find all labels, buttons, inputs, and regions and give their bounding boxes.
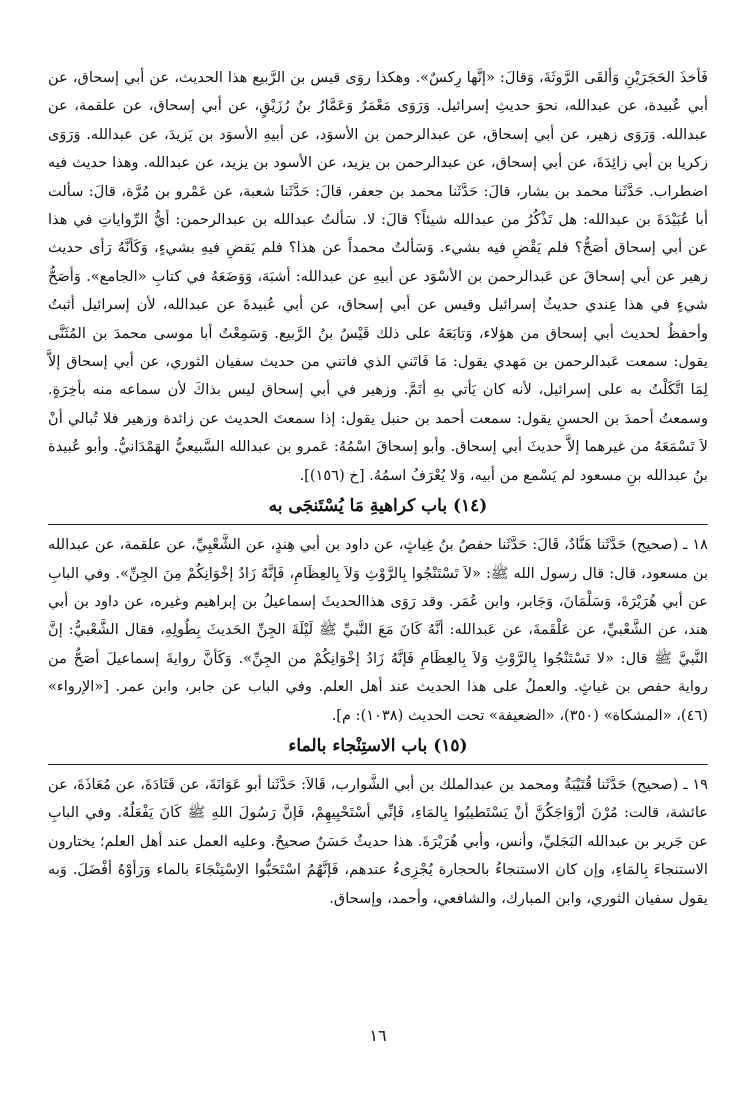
heading-underline: [48, 764, 708, 765]
paragraph-hadith-continuation: فَأخذَ الحَجَرَيْنِ وَألقَى الرَّوثَةَ، وَقالَ: «إنَّها رِكسٌ». وهكذا روَى قيس بن الرَّبيع هذا الحديث، عن أبي إسحاق، عن أبي عُبيدة، عن عبدالله، نحوَ حديثِ إسرائيل. وَرَوَى مَعْمَرٌ وَعَمَّارُ بنُ رُزَيْقٍ، عن أبي إسحاق، عن علقمة، عن عبدالله. وَرَوَى زهير، عن أبي إسحاق، عن عبدالرحمن بن الأسوَد، عن أبيهِ الأسوَد بن يَزيدَ، عن عبدالله. وَرَوَى زكريا بن أبي زائِدَةَ، عن أبي إسحاق، عن عبدالرحمن بن يزيد، عن الأسود بن يزيد، عن عبدالله. وهذا حديث فيه اضطراب. حَدَّثَنا محمد بن بشار، قالَ: حَدَّثَنا محمد بن جعفر، قالَ: حَدَّثَنا شعبة، عن عَمْرو بن مُرَّة، قالَ: سألت أبا عُبَيْدَةَ بن عبدالله: هل تَذْكُرُ من عبدالله شيئاً؟ قالَ: لا. سَألتُ عبدالله بن عبدالرحمن: أيُّ الرِّواياتِ في هذا عن أبي إسحاق أصَحُّ؟ فلم يَقْضِ فيه بشيء. وَسَألتُ محمداً عن هذا؟ فلم يَقضِ فيهِ بشيءٍ، وَكَأنَّهُ رَأى حديث زهير عن أبي إسحاقَ عن عَبدالرحمن بن الأسْوَد عن أبيهِ عن عبدالله: أشبَهَ، وَوَضَعَهُ في كتابِ «الجامع». وَأصَحُّ شيءٍ في هذا عِندي حديثُ إسرائيل وقيس عن أبي إسحاق، عن أبي عُبيدةَ عن عبدالله، لأن إسرائيل أثبتُ وأحفظُ لحديث أبي إسحاق من هؤلاء، وَتابَعَهُ على ذلك قَيْسُ بنُ الرَّبيع. وَسَمِعْتُ أبا موسى محمدَ بن المُثَنَّى يقول: سمعت عَبدالرحمن بن مَهدي يقول: مَا فَاتَني الذي فاتني من حديث سفيان الثوري، عن أبي إسحاق إلاَّ لِمَا اتَّكَلْتُ به على إسرائيل، لأنه كان يَأتي بهِ أتَمَّ. وزهير في أبي إسحاق ليس بذاكَ لأن سماعه منه بأخِرَةٍ. وسمعتُ أحمدَ بن الحسنِ يقول: سمعت أحمد بن حنبل يقول: إذا سمعتَ الحديث عن زائدة وزهير فلا تُبالي أنْ لاَ تَسْمَعَهُ من غيرهما إلاَّ حديثَ أبي إسحاق. وأبو إسحاقَ اسْمُهُ: عَمرو بن عبدالله السَّبيعيُّ الهَمْدَانيُّ. وأبو عُبيدة بنُ عبدالله بنِ مسعود لم يَسْمع من أبيه، وَلا يُعْرَفُ اسمُهُ. [خ (١٥٦)].: [48, 69, 708, 484]
paragraph-hadith-18: ١٨ ـ (صحيح) حَدَّثَنا هَنَّادٌ، قَالَ: حَدَّثَنا حفصُ بنُ غِياثٍ، عن داود بن أبي هِندٍ، عن الشَّعْبِيِّ، عن علقمة، عن عبدالله بن مسعود، قال: قال رسول الله ﷺ: «لاَ تَسْتَنْجُوا بِالرَّوْثِ وَلاَ بِالعِظَامِ، فَإنَّهُ زَادُ إخْوَانِكُمْ مِنَ الجِنِّ». وفي البابِ عن أبي هُرَيْرَةَ، وَسَلْمَانَ، وَجَابر، وابن عُمَر. وقد رَوَى هذاالحديثَ إسماعيلُ بن إبراهيم وغيره، عن داود بن أبي هند، عن الشَّعْبيِّ، عن عَلْقَمةَ، عن عَبدالله: أنَّهُ كَانَ مَعَ النَّبيِّ ﷺ لَيْلَةَ الجِنِّ الحَديثَ بِطُولِهِ، فقال الشَّعْبيُّ: إنَّ النَّبيَّ ﷺ قال: «لا تَسْتَنْجُوا بِالرَّوْثِ وَلاَ بِالعِظَامِ فَإنَّهُ زَادُ إخْوَانِكُمْ من الجِنِّ». وَكَأنَّ روايةَ إسماعيلَ أصَحُّ من رواية حفص بن غياثٍ. والعملُ على هذا الحديث عند أهل العلم. وفي الباب عن جابر، وابن عمر. [«الإرواء» (٤٦)، «المشكاة» (٣٥٠)، «الضعيفة» تحت الحديث (١٠٣٨): م].: [48, 536, 708, 724]
paragraph-hadith-19: ١٩ ـ (صحيح) حَدَّثَنا قُتَيْبَةُ ومحمد بن عبدالملك بن أبي الشَّوارب، قَالاَ: حَدَّثَنا أبو عَوَانَةَ، عن قَتَادَةَ، عن مُعَاذَةَ، عن عائشة، قالت: مُرْنَ أزْوَاجَكُنَّ أنْ يَسْتَطيبُوا بِالمَاءِ، فَإنِّي أسْتَحْيِيهِمْ، فَإنَّ رَسُولَ اللهِ ﷺ كَانَ يَفْعَلُهُ. وفي البابِ عن جَرير بن عبدالله البَجَليِّ، وأنس، وأبي هُرَيْرَةَ. هذا حديثٌ حَسَنٌ صحيحٌ. وعليه العمل عند أهل العلم؛ يختارون الاستنجاءَ بِالمَاءِ، وإن كان الاستنجاءُ بالحجارة يُجْزِىءُ عندهم، فَإنَّهُمُ اسْتَحَبُّوا الاِسْتِنْجَاءَ بالماء وَرَأوْهُ أفْضَلَ. وَبه يقول سفيان الثوري، وابن المبارك، والشافعي، وأحمد، وإسحاق.: [48, 775, 708, 907]
section-heading-14: (١٤) باب كراهيةِ مَا يُسْتَنجَى به: [268, 496, 488, 517]
page-number: ١٦: [369, 1026, 387, 1045]
heading-underline: [48, 524, 708, 525]
section-heading-15: (١٥) باب الاستِنْجاء بالماء: [288, 735, 468, 756]
